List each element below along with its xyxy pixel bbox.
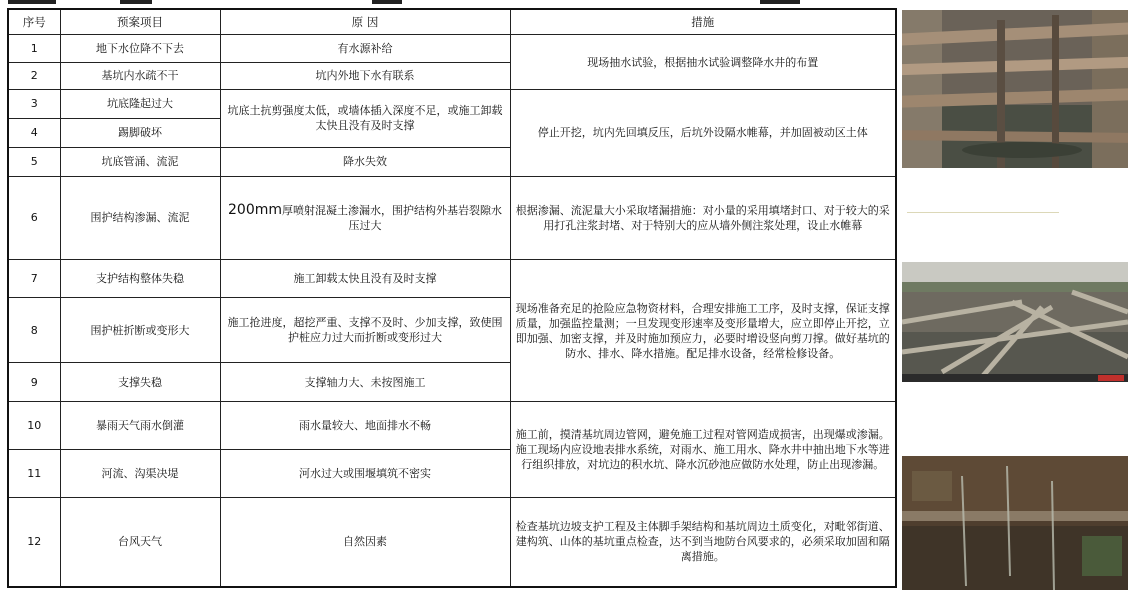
row-measure: 现场准备充足的抢险应急物资材料，合理安排施工工序，及时支撑，保证支撑质量，加强监控量测；一旦发现变形速率及变形量增大，应立即停止开挖，立即加强、加密支撑，并及时施加预应力，必要时增设竖向剪刀撑。做好基坑的防水、排水、降水措施。配足排水设备，经常检修设备。 <box>510 259 896 401</box>
row-number: 12 <box>8 497 60 587</box>
row-number: 4 <box>8 118 60 147</box>
row-item: 河流、沟渠决堤 <box>60 450 220 498</box>
row-cause: 自然因素 <box>220 497 510 587</box>
row-measure: 施工前，摸清基坑周边管网，避免施工过程对管网造成损害，出现爆或渗漏。施工现场内应设地表排水系统，对雨水、施工用水、降水井中抽出地下水等进行组织排放，对坑边的积水坑、降水沉砂池应做防水处理，防止出现渗漏。 <box>510 402 896 498</box>
row-item: 台风天气 <box>60 497 220 587</box>
row-number: 7 <box>8 259 60 297</box>
row-item: 暴雨天气雨水倒灌 <box>60 402 220 450</box>
row-cause: 降水失效 <box>220 147 510 176</box>
row-cause: 施工卸载太快且没有及时支撑 <box>220 259 510 297</box>
row-item: 踢脚破坏 <box>60 118 220 147</box>
row-measure: 检查基坑边坡支护工程及主体脚手架结构和基坑周边土质变化，对毗邻街道、建构筑、山体的基坑重点检查，达不到当地防台风要求的，必须采取加固和隔离措施。 <box>510 497 896 587</box>
row-number: 6 <box>8 176 60 259</box>
leaking-wall-photo <box>902 456 1128 590</box>
table-row <box>8 402 896 450</box>
row-cause: 有水源补给 <box>220 35 510 62</box>
header-item: 预案项目 <box>60 9 220 35</box>
row-number: 8 <box>8 298 60 362</box>
row-item: 支撑失稳 <box>60 362 220 402</box>
pipes-photo <box>902 10 1128 168</box>
contingency-plan-table <box>7 8 897 588</box>
row-number: 3 <box>8 89 60 118</box>
table-row <box>8 89 896 118</box>
row-cause: 坑内外地下水有联系 <box>220 62 510 89</box>
row-cause: 施工抢进度，超挖严重、支撑不及时、少加支撑，致使围护桩应力过大而折断或变形过大 <box>220 298 510 362</box>
table-row <box>8 176 896 259</box>
row-item: 围护桩折断或变形大 <box>60 298 220 362</box>
header-cause: 原 因 <box>220 9 510 35</box>
cause-thickness: 200mm <box>228 201 282 218</box>
row-number: 9 <box>8 362 60 402</box>
row-item: 围护结构渗漏、流泥 <box>60 176 220 259</box>
row-cause: 支撑轴力大、未按图施工 <box>220 362 510 402</box>
header-no: 序号 <box>8 9 60 35</box>
table-row <box>8 497 896 587</box>
row-item: 地下水位降不下去 <box>60 35 220 62</box>
row-cause: 雨水量较大、地面排水不畅 <box>220 402 510 450</box>
top-edge-strip <box>0 0 1128 6</box>
row-item: 支护结构整体失稳 <box>60 259 220 297</box>
row-item: 坑底管涌、流泥 <box>60 147 220 176</box>
table-row <box>8 259 896 297</box>
row-number: 1 <box>8 35 60 62</box>
row-item: 坑底隆起过大 <box>60 89 220 118</box>
cause-text: 厚喷射混凝土渗漏水，围护结构外基岩裂隙水压过大 <box>282 203 502 232</box>
row-number: 11 <box>8 450 60 498</box>
row-number: 2 <box>8 62 60 89</box>
row-number: 5 <box>8 147 60 176</box>
row-measure: 停止开挖，坑内先回填反压，后坑外设隔水帷幕，并加固被动区土体 <box>510 89 896 176</box>
table-header-row <box>8 9 896 35</box>
row-measure: 根据渗漏、流泥量大小采取堵漏措施：对小量的采用填堵封口、对于较大的采用打孔注浆封堵、对于特别大的应从墙外侧注浆处理，设止水帷幕 <box>510 176 896 259</box>
divider-line <box>907 212 1059 213</box>
row-measure: 现场抽水试验，根据抽水试验调整降水井的布置 <box>510 35 896 89</box>
excavation-photo <box>902 262 1128 382</box>
table-row <box>8 35 896 62</box>
row-number: 10 <box>8 402 60 450</box>
row-cause: 河水过大或围堰填筑不密实 <box>220 450 510 498</box>
row-item: 基坑内水疏不干 <box>60 62 220 89</box>
header-measure: 措施 <box>510 9 896 35</box>
row-cause <box>220 176 510 259</box>
row-cause: 坑底土抗剪强度太低，或墙体插入深度不足，或施工卸载太快且没有及时支撑 <box>220 89 510 147</box>
